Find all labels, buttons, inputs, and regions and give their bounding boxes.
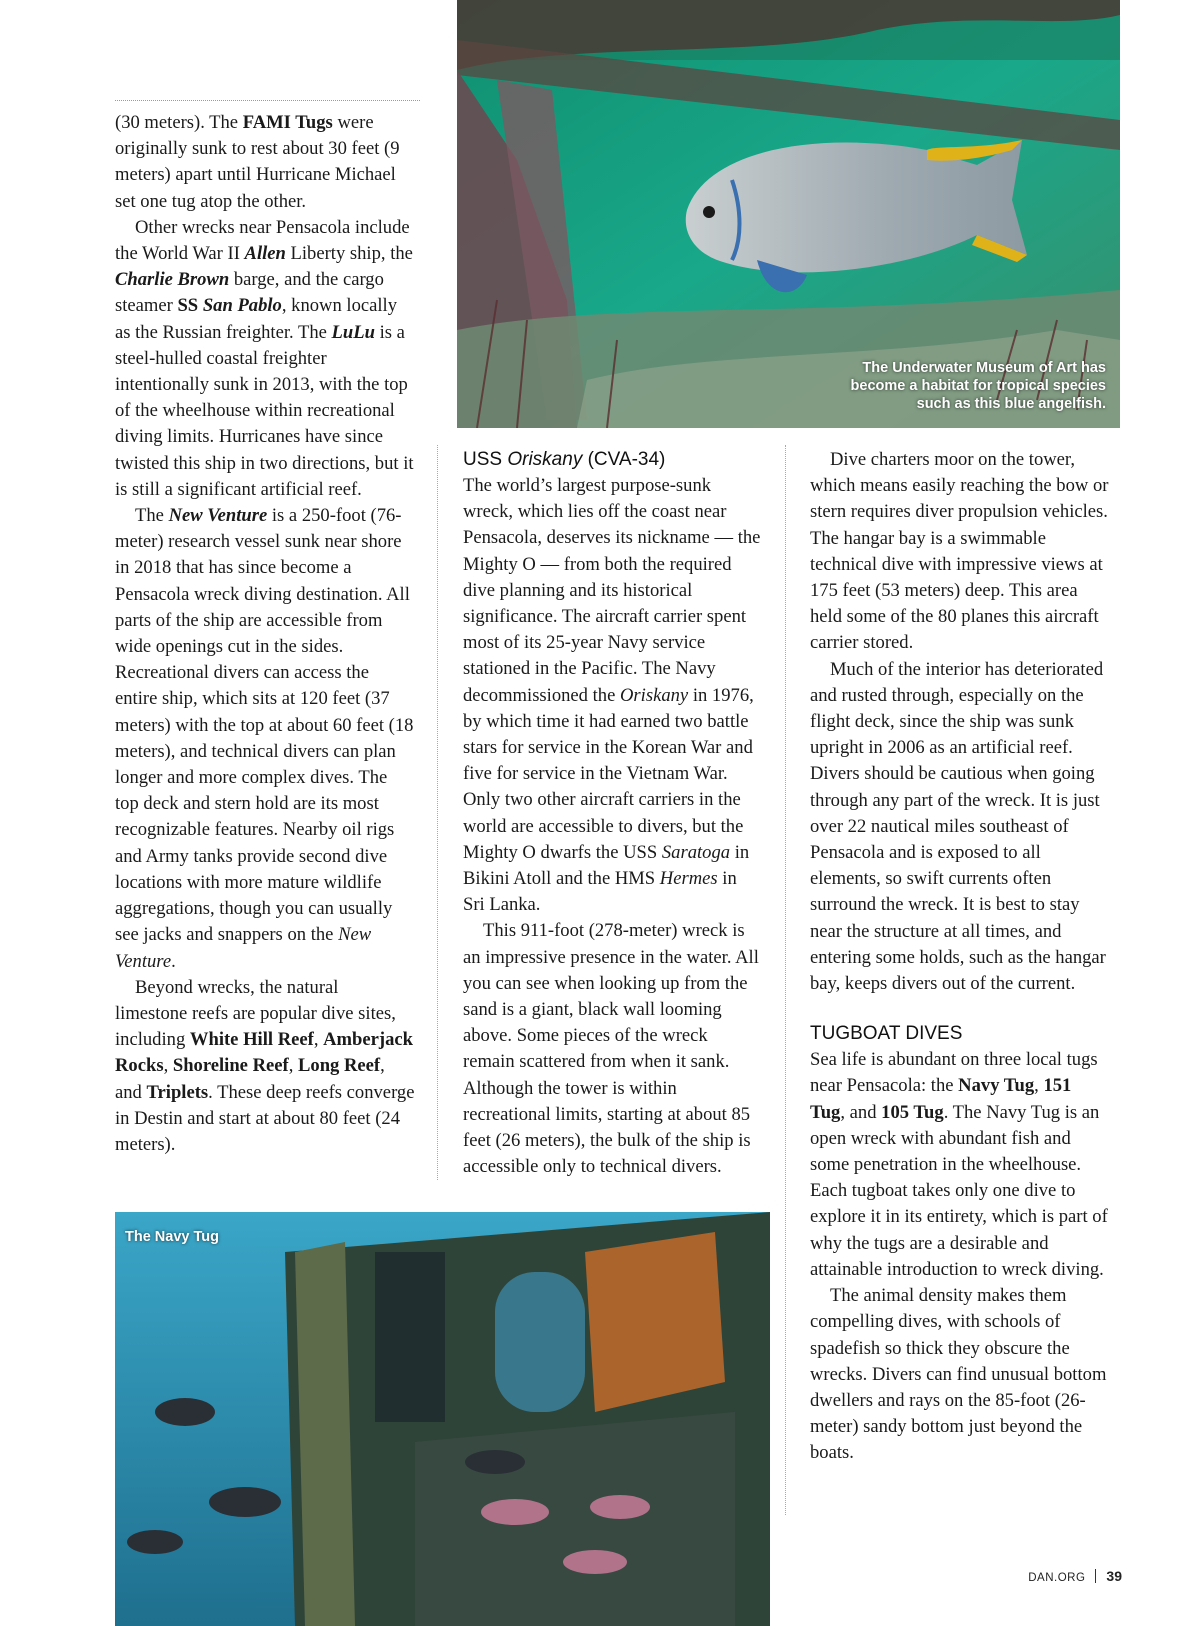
- caption-line-1: The Underwater Museum of Art has: [862, 360, 1106, 376]
- text-run: (30 meters). The: [115, 112, 243, 133]
- text-run: Other wrecks near Pensacola include the World War II: [115, 216, 410, 265]
- text-run: LuLu: [331, 321, 375, 343]
- text-run: Dive charters moor on the tower, which means easily reaching the bow or stern requires diver propulsion vehicles. The hangar bay is a swimmable technical dive with impressive views at 175 feet (53 meters) deep. This area held some of the 80 planes this aircraft carrier stored.: [810, 449, 1109, 654]
- text-run: in Bikini Atoll and the HMS: [463, 841, 750, 890]
- text-run: in Sri Lanka.: [463, 868, 737, 916]
- text-run: Hermes: [659, 868, 718, 890]
- col1-paragraph-3: [115, 503, 415, 975]
- footer-site: DAN.ORG: [1028, 1572, 1086, 1584]
- text-run: Sea life is abundant on three local tugs near Pensacola: the: [810, 1049, 1098, 1097]
- text-run: This 911-foot (278-meter) wreck is an impressive presence in the water. All you can see when looking up from the sand is a giant, black wall looming above. Some pieces of the wreck remain scattered from when it sank. Although the tower is within recreational limits, starting at about 85 feet (26 meters), the bulk of the ship is accessible only to technical divers.: [463, 920, 759, 1178]
- text-run: ,: [1034, 1075, 1044, 1097]
- text-run: TUGBOAT DIVES: [810, 1023, 963, 1045]
- col3-paragraph-2: [810, 657, 1110, 998]
- footer-divider: [1095, 1569, 1096, 1583]
- text-run: FAMI Tugs: [242, 112, 333, 133]
- text-run: Navy Tug: [958, 1075, 1035, 1097]
- text-run: Triplets: [146, 1081, 209, 1103]
- text-run: ,: [313, 1029, 324, 1051]
- text-run: Beyond wrecks, the natural limestone reefs are popular dive sites, including: [115, 976, 396, 1051]
- text-run: Oriskany: [620, 684, 689, 706]
- text-run: , and: [115, 1055, 385, 1103]
- text-run: 151 Tug: [810, 1075, 1072, 1123]
- text-run: Much of the interior has deteriorated and rusted through, especially on the flight deck, since the ship was sunk upright in 2006 as an artificial reef. Divers should be cautious when going through any part of the wreck. It is just over 22 nautical miles southeast of Pensacola and is exposed to all elements, so swift currents often surround the wreck. It is best to stay near the structure at all times, and entering some holds, such as the hangar bay, keeps divers out of the current.: [810, 658, 1106, 995]
- text-run: in 1976, by which time it had earned two battle stars for service in the Korean War and five for service in the Vietnam War. Only two other aircraft carriers in the world are accessible to divers, but the Mighty O dwarfs the USS: [463, 684, 754, 863]
- col2-paragraph-2: [463, 918, 763, 1180]
- col3-paragraph-1: [810, 447, 1110, 657]
- column-3: [810, 447, 1110, 1467]
- text-run: were originally sunk to rest about 30 feet (9 meters) apart until Hurricane Michael set one tug atop the other.: [115, 112, 400, 212]
- text-run: Oriskany: [507, 449, 583, 470]
- text-run: The world’s largest purpose-sunk wreck, which lies off the coast near Pensacola, deserves its nickname — the Mighty O — from both the required dive planning and its historical significance. The aircraft carrier spent most of its 25-year Navy service stationed in the Pacific. The Navy decommissioned the: [463, 475, 761, 706]
- text-run: Long Reef: [298, 1055, 381, 1077]
- text-run: (CVA-34): [582, 449, 666, 470]
- text-run: San Pablo: [202, 295, 282, 317]
- text-run: USS: [463, 449, 508, 470]
- column-divider-2: [785, 445, 786, 1515]
- text-run: . These deep reefs converge in Destin and start at about 80 feet (24 meters).: [115, 1081, 415, 1155]
- text-run: is a steel-hulled coastal freighter intentionally sunk in 2013, with the top of the wheelhouse within recreational diving limits. Hurricanes have since twisted this ship in two directions, but it is still a significant artificial reef.: [115, 321, 414, 500]
- col1-paragraph-4: [115, 975, 415, 1158]
- column-1: [115, 110, 415, 1158]
- angelfish-photo: [457, 0, 1120, 428]
- column-divider-1: [437, 445, 438, 1180]
- text-run: SS: [177, 295, 203, 317]
- column-top-rule: [115, 100, 420, 101]
- caption-line-2: become a habitat for tropical species: [850, 378, 1106, 394]
- text-run: ,: [288, 1055, 299, 1077]
- text-run: .: [171, 950, 176, 972]
- text-run: barge, and the cargo steamer: [115, 269, 384, 317]
- column-2: [463, 447, 763, 1180]
- text-run: Saratoga: [661, 841, 731, 863]
- caption-line-3: such as this blue angelfish.: [916, 396, 1106, 412]
- oriskany-heading: [463, 447, 763, 473]
- angelfish-photo-caption: [851, 359, 1106, 413]
- text-run: Shoreline Reef: [172, 1055, 289, 1077]
- col2-paragraph-1: [463, 473, 763, 918]
- text-run: Charlie Brown: [115, 269, 230, 291]
- text-run: New Venture: [168, 505, 268, 527]
- text-run: New Venture: [115, 924, 372, 972]
- text-run: 105 Tug: [881, 1101, 944, 1123]
- text-run: The animal density makes them compelling dives, with schools of spadefish so thick they obscure the wrecks. Divers can find unusual bottom dwellers and rays on the 85-foot (26-meter) sandy bottom just beyond the boats.: [810, 1285, 1107, 1464]
- page-folio: [1028, 1568, 1122, 1586]
- col1-paragraph-1: [115, 110, 415, 215]
- navy-tug-caption: The Navy Tug: [125, 1229, 219, 1245]
- text-run: is a 250-foot (76-meter) research vessel sunk near shore in 2018 that has since become a Pensacola wreck diving destination. All parts of the ship are accessible from wide openings cut in the sides. Recreational divers can access the entire ship, which sits at 120 feet (37 meters) with the top at about 60 feet (18 meters), and technical divers can plan longer and more complex dives. The top deck and stern hold are its most recognizable features. Nearby oil rigs and Army tanks provide second dive locations with more mature wildlife aggregations, though you can usually see jacks and snappers on the: [115, 505, 414, 946]
- text-run: Liberty ship, the: [285, 243, 413, 265]
- text-run: ,: [163, 1055, 173, 1077]
- page-number: 39: [1106, 1568, 1122, 1584]
- text-run: , and: [840, 1101, 882, 1123]
- text-run: , known locally as the Russian freighter. The: [115, 295, 398, 343]
- tugboat-dives-heading: [810, 1021, 1110, 1047]
- text-run: Allen: [244, 243, 286, 265]
- col1-paragraph-2: [115, 215, 415, 503]
- navy-tug-photo: [115, 1212, 770, 1626]
- text-run: The: [135, 505, 169, 527]
- col3-paragraph-4: [810, 1283, 1110, 1466]
- navy-tug-photo-illustration: [115, 1212, 770, 1626]
- text-run: Amberjack Rocks: [115, 1029, 413, 1077]
- col3-paragraph-3: [810, 1047, 1110, 1283]
- text-run: . The Navy Tug is an open wreck with abundant fish and some penetration in the wheelhouse. Each tugboat takes only one dive to explore it in its entirety, which is part of why the tugs are a desirable and attainable introduction to wreck diving.: [810, 1101, 1108, 1280]
- text-run: White Hill Reef: [189, 1029, 314, 1051]
